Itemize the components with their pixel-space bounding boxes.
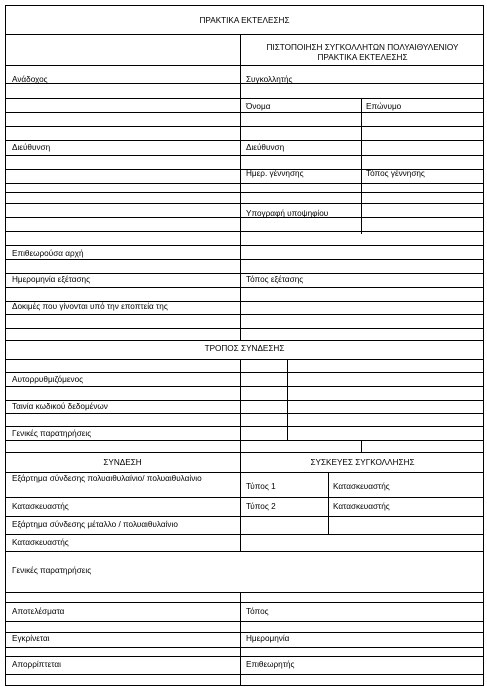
type1-label: Τύπος 1: [246, 482, 276, 491]
rule: [5, 140, 484, 141]
birth-place-label: Τόπος γέννησης: [366, 169, 425, 178]
birth-date-label: Ημερ. γέννησης: [246, 169, 304, 178]
rule: [5, 65, 484, 66]
rule: [5, 551, 484, 552]
column-divider: [361, 440, 362, 453]
rule: [5, 602, 484, 603]
rule: [5, 217, 484, 218]
rule: [5, 400, 484, 401]
rule: [5, 656, 484, 657]
rule: [5, 534, 484, 535]
rule: [5, 340, 484, 341]
rule: [5, 592, 484, 593]
rule: [5, 203, 484, 204]
rule: [5, 516, 484, 517]
metal-pe-fitting-label: Εξάρτημα σύνδεσης μέταλλο / πολυαιθυλαίνιο: [12, 520, 178, 529]
rule: [5, 287, 484, 288]
welding-devices-header: ΣΥΣΚΕΥΕΣ ΣΥΓΚΟΛΛΗΣΗΣ: [310, 458, 415, 467]
rule: [5, 452, 484, 453]
exam-place-label: Τόπος εξέτασης: [246, 275, 304, 284]
rule: [5, 83, 484, 84]
rule: [5, 192, 484, 193]
connection-method-header: ΤΡΟΠΟΣ ΣΥΝΔΕΣΗΣ: [204, 344, 285, 353]
manufacturer-label: Κατασκευαστής: [12, 538, 69, 547]
right-address-label: Διεύθυνση: [246, 143, 285, 152]
column-divider: [240, 34, 241, 341]
data-code-tape-label: Ταινία κωδικού δεδομένων: [12, 402, 108, 411]
device-manufacturer-label: Κατασκευαστής: [333, 502, 390, 511]
rule: [5, 314, 484, 315]
rule: [5, 426, 484, 427]
rule: [5, 112, 484, 113]
border-bottom: [5, 685, 484, 686]
rule: [5, 674, 484, 675]
self-adjusting-label: Αυτορρυθμιζόμενος: [12, 375, 84, 384]
certification-title-line1: ΠΙΣΤΟΠΟΙΗΣΗ ΣΥΓΚΟΛΛΗΤΩΝ ΠΟΛΥΑΙΘΥΛΕΝΙΟΥ: [266, 43, 459, 52]
rule: [5, 328, 484, 329]
form-title: ΠΡΑΚΤΙΚΑ ΕΚΤΕΛΕΣΗΣ: [199, 16, 290, 25]
rule: [5, 413, 484, 414]
rule: [5, 497, 484, 498]
form: [5, 5, 484, 686]
rule: [5, 647, 484, 648]
candidate-signature-label: Υπογραφή υποψηφίου: [246, 209, 329, 218]
rule: [5, 183, 484, 184]
rule: [5, 98, 484, 99]
column-divider: [240, 592, 241, 686]
rule: [5, 273, 484, 274]
column-divider: [328, 472, 329, 534]
rule: [5, 245, 484, 246]
place-label: Τόπος: [246, 607, 269, 616]
rule: [5, 359, 484, 360]
supervising-authority-label: Επιθεωρούσα αρχή: [12, 249, 84, 258]
rule: [5, 34, 484, 35]
pe-fitting-label: Εξάρτημα σύνδεσης πολυαιθυλαίνιο/ πολυαιθυλαίνιο: [12, 474, 202, 483]
rule: [5, 126, 484, 127]
welder-label: Συγκολλητής: [246, 75, 293, 84]
address-label: Διεύθυνση: [12, 143, 51, 152]
rule: [5, 621, 484, 622]
last-name-label: Επώνυμο: [366, 102, 402, 111]
connection-remarks-label: Γενικές παρατηρήσεις: [12, 429, 92, 438]
general-remarks-label: Γενικές παρατηρήσεις: [12, 566, 92, 575]
first-name-label: Όνομα: [246, 102, 271, 111]
supervised-tests-label: Δοκιμές που γίνονται υπό την εποπτεία της: [12, 302, 168, 311]
rule: [5, 472, 484, 473]
type2-label: Τύπος 2: [246, 502, 276, 511]
rule: [5, 231, 484, 232]
rule: [5, 440, 484, 441]
column-divider: [287, 359, 288, 440]
results-label: Αποτελέσματα: [12, 607, 65, 616]
rule: [5, 386, 484, 387]
column-divider: [361, 98, 362, 234]
exam-date-label: Ημερομηνία εξέτασης: [12, 275, 91, 284]
approved-label: Εγκρίνεται: [12, 634, 50, 643]
connection-header: ΣΥΝΔΕΣΗ: [103, 458, 142, 467]
contractor-label: Ανάδοχος: [12, 75, 48, 84]
device-manufacturer-label: Κατασκευαστής: [333, 482, 390, 491]
rejected-label: Απορρίπτεται: [12, 660, 61, 669]
rule: [5, 632, 484, 633]
column-divider: [240, 359, 241, 453]
certification-title-line2: ΠΡΑΚΤΙΚΑ ΕΚΤΕΛΕΣΗΣ: [317, 53, 408, 62]
manufacturer-label: Κατασκευαστής: [12, 502, 69, 511]
rule: [5, 155, 484, 156]
rule: [5, 259, 484, 260]
rule: [5, 372, 484, 373]
inspector-label: Επιθεωρητής: [246, 660, 295, 669]
date-label: Ημερομηνία: [246, 634, 290, 643]
border-top: [5, 5, 484, 6]
